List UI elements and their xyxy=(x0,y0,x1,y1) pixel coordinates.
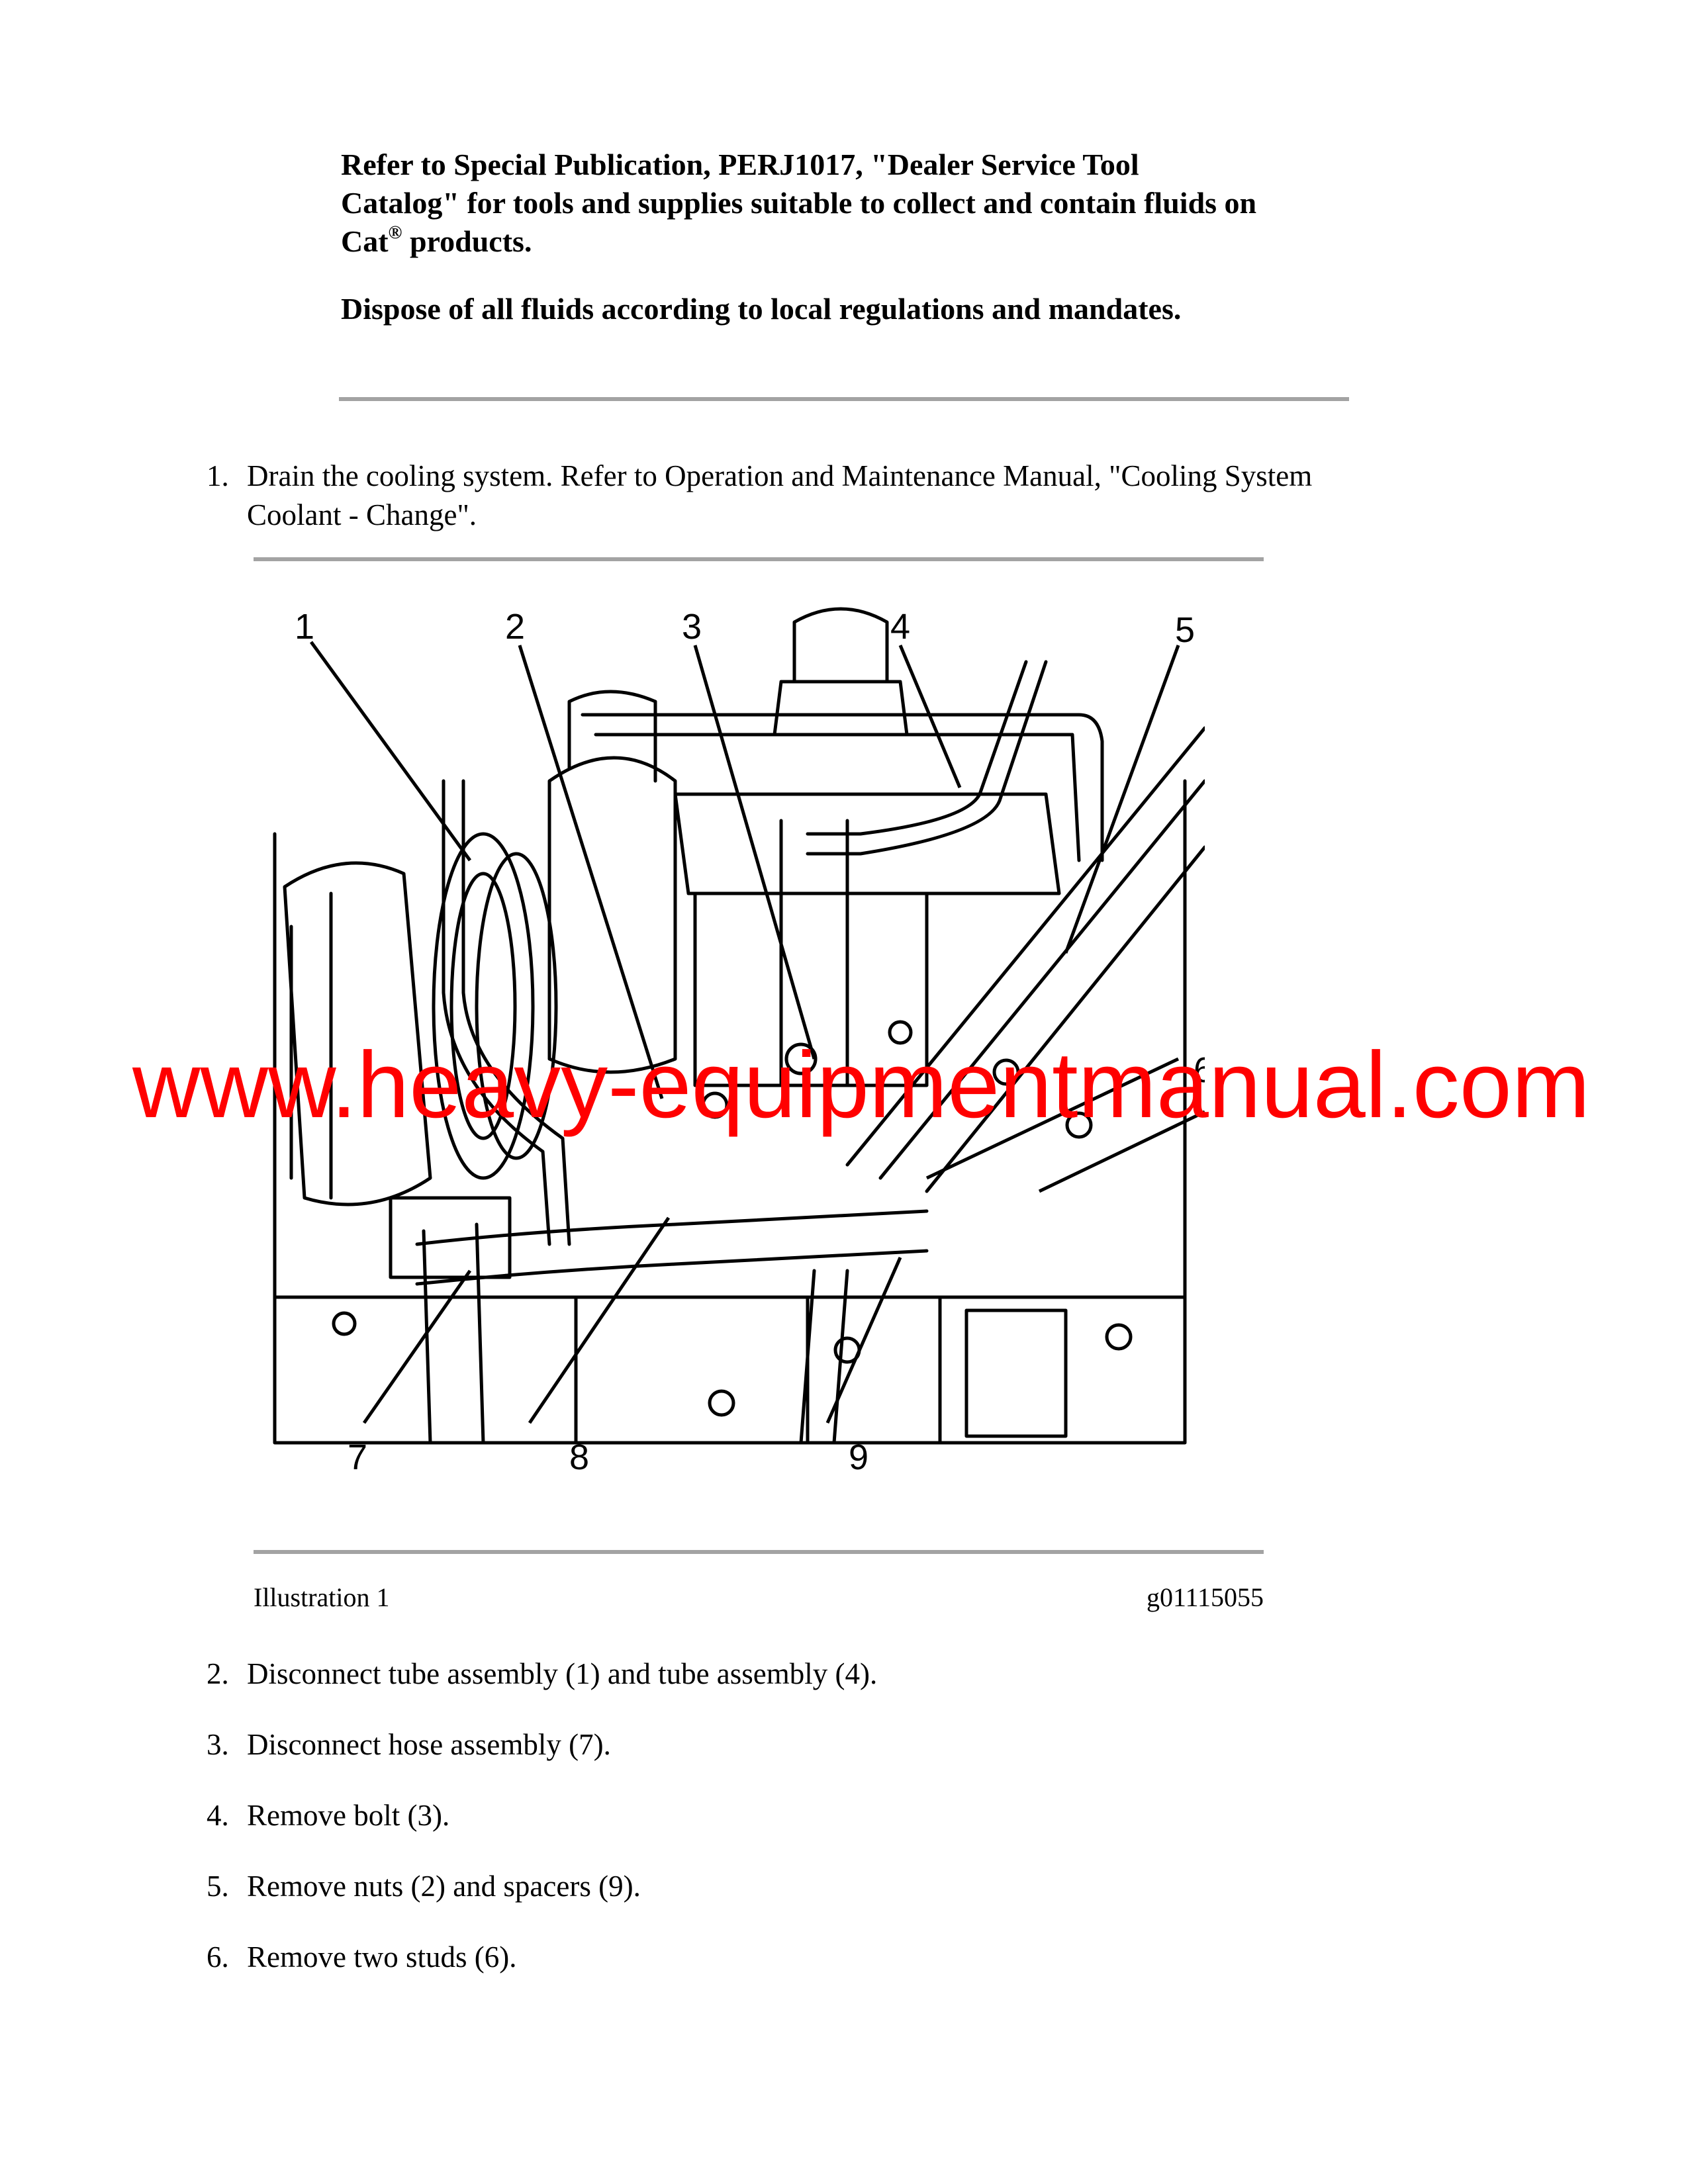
step-text: Drain the cooling system. Refer to Operation and Maintenance Manual, "Cooling System xyxy=(247,459,1313,492)
step-text: Disconnect tube assembly (1) and tube assembly (4). xyxy=(247,1657,878,1690)
step-text: Remove two studs (6). xyxy=(247,1940,517,1974)
step-number: 1. xyxy=(207,459,229,492)
step-text: Remove nuts (2) and spacers (9). xyxy=(247,1870,641,1903)
callout-4: 4 xyxy=(890,607,911,647)
watermark: www.heavy-equipmentmanual.com xyxy=(132,1032,1591,1138)
notice-line: Catalog" for tools and supplies suitable to collect and contain fluids on xyxy=(341,186,1257,220)
callout-5: 5 xyxy=(1174,610,1196,650)
step-number: 5. xyxy=(207,1870,229,1903)
notice-disposal: Dispose of all fluids according to local regulations and mandates. xyxy=(341,292,1182,326)
callout-3: 3 xyxy=(681,607,702,647)
callout-8: 8 xyxy=(569,1437,590,1477)
leader-line xyxy=(695,645,814,1059)
step-number: 6. xyxy=(207,1940,229,1974)
leader-line xyxy=(530,1218,669,1423)
registered-mark: ® xyxy=(388,222,402,243)
step-number: 4. xyxy=(207,1799,229,1832)
callout-7: 7 xyxy=(347,1437,368,1477)
leader-line xyxy=(364,1271,470,1423)
illustration-caption: Illustration 1 xyxy=(254,1582,390,1612)
step-text: Coolant - Change". xyxy=(247,498,477,531)
divider xyxy=(339,397,1349,401)
notice-line xyxy=(341,222,1374,261)
step-number: 2. xyxy=(207,1657,229,1690)
notice-block xyxy=(341,146,1374,328)
step-text: Remove bolt (3). xyxy=(247,1799,450,1832)
callout-2: 2 xyxy=(504,607,526,647)
leader-line xyxy=(1066,645,1178,953)
notice-line-rest: products. xyxy=(402,224,532,258)
step-number: 3. xyxy=(207,1728,229,1761)
step-text: Disconnect hose assembly (7). xyxy=(247,1728,611,1761)
figure-bottom-rule xyxy=(254,1550,1264,1554)
callout-9: 9 xyxy=(848,1437,869,1477)
callout-1: 1 xyxy=(294,607,315,647)
callout-6: 6 xyxy=(1193,1050,1205,1090)
figure-top-rule xyxy=(254,557,1264,561)
leader-line xyxy=(311,642,470,860)
notice-line: Refer to Special Publication, PERJ1017, "Dealer Service Tool xyxy=(341,148,1139,181)
illustration-id: g01115055 xyxy=(1146,1582,1264,1612)
brand-name: Cat xyxy=(341,224,389,258)
